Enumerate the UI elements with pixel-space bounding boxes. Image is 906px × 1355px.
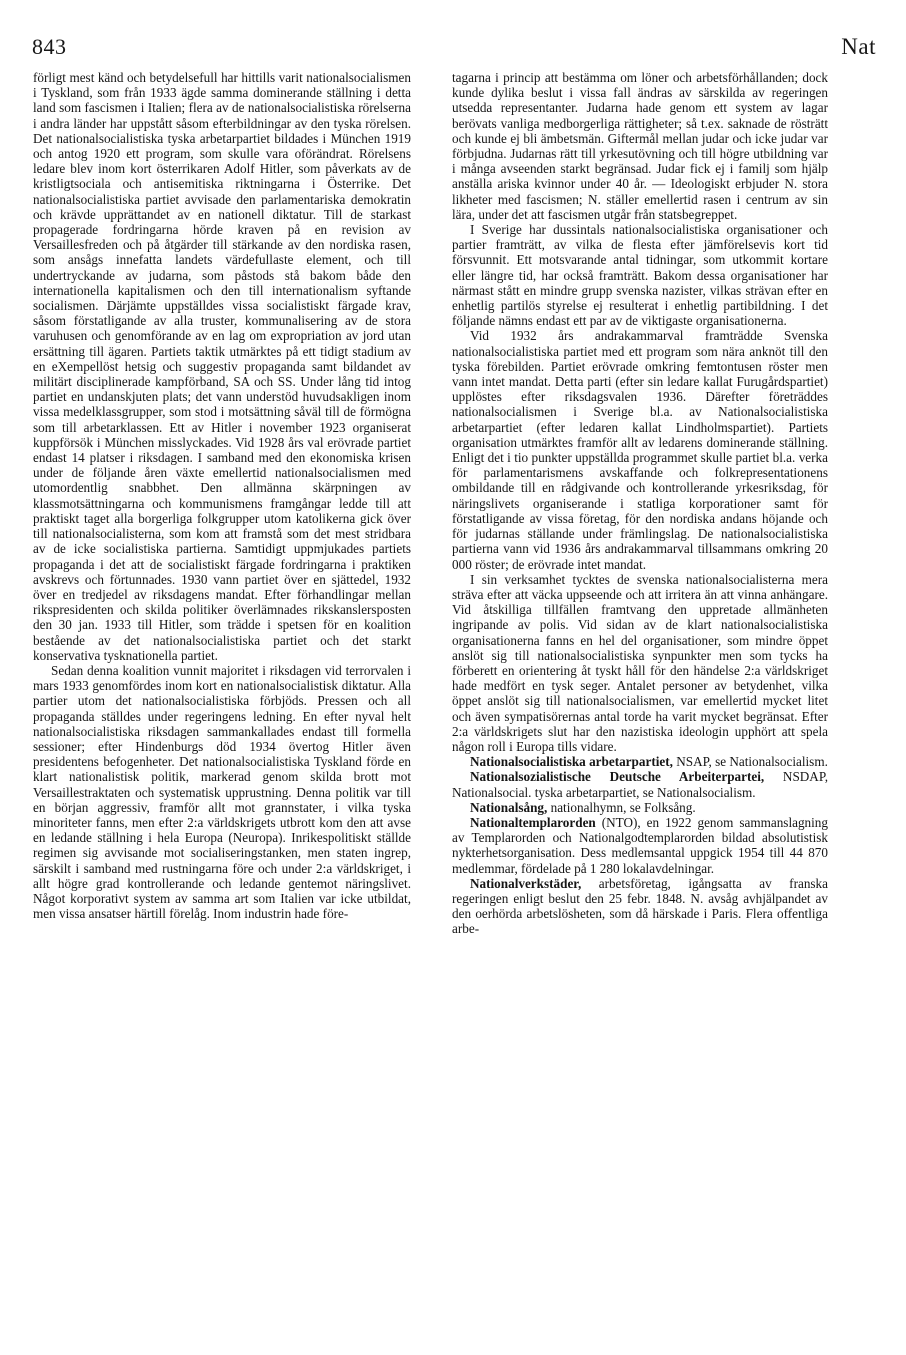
entry-headword: Nationaltemplarorden [470,814,596,830]
dictionary-entry [452,754,828,769]
article-paragraph: Vid 1932 års andrakammarval framträdde Svenska nationalsocialistiska partiet med ett program som nära anknöt till den tyska förebilden. Partiet erövrade omkring femtontusen röster men vann intet mandat. Detta parti (efter sin ledare kallat Furugårdspartiet) upplöstes efter riksdagsvalen 1936. Därefter företräddes nationalsocialismen i Sverige bl.a. av Nationalsocialistiska arbetarpartiet (efter ledaren kallat Lindholmspartiet). Partiets organisation utmärktes framför allt av ledarens dominerande ställning. Enligt det i tio punkter uppställda programmet skulle partiet bl.a. verka för parlamentarismens avskaffande och folkrepresentationens ombildande till en rådgivande och kontrollerande yrkesriksdag, för näringslivets organiserande i statliga korporationer samt för förstatligande av vissa företag, för den nordiska andans höjande och för judarnas ställande under främlingslag. De nationalsocialistiska partierna vann vid 1936 års andrakammarval tillsammans omkring 20 000 röster; de erövrade intet mandat. [452,328,828,572]
page-number: 843 [32,34,67,59]
entry-text: NSAP, se Nationalsocialism. [672,754,828,770]
article-paragraph: tagarna i princip att bestämma om löner och arbetsförhållanden; dock kunde dylika beslut i vissa fall ändras av särskilda av regeringen utsedda representanter. Judarna hade genom ett system av lagar berövats vanliga medborgerliga rättigheter; så t.ex. saknade de rösträtt och kunde ej bli ämbetsmän. Giftermål mellan judar och icke judar var förbjudna. Judarnas rätt till yrkesutövning och till högre utbildning var i många avseenden starkt begränsad. Judar fick ej i familj som hjälp anställa ariska kvinnor under 40 år. — Ideologiskt erbjuder N. stora likheter med fascismen; N. ställer emellertid rasen i centrum av sin lära, under det att fascismen utgår från statsbegreppet. [452,70,828,222]
entry-text: (NTO), en 1922 genom sammanslagning av Templarorden och Nationalgodtemplarorden bildad absolutistisk nykterhetsorganisation. Dess medlemsantal uppgick 1954 till 44 870 medlemmar, fördelade på 1 280 lokalavdelningar. [452,814,828,876]
entry-text: arbetsföretag, igångsatta av franska regeringen enligt beslut den 25 febr. 1848. N. avsåg avhjälpandet av den oerhörda arbetslösheten, som då härskade i Paris. Flera offentliga arbe- [452,875,828,937]
left-column [33,70,411,921]
dictionary-entry [452,800,828,815]
article-paragraph: Sedan denna koalition vunnit majoritet i riksdagen vid terrorvalen i mars 1933 genomfördes inom kort en nationalsocialistisk diktatur. Alla partier utom det nationalsocialistiska förbjöds. Pressen och all propaganda ställdes under regeringens ledning. En efter nyval helt nationalsocialistiska riksdagen sammankallades endast till formella sessioner; efter Hindenburgs död 1934 övertog Hitler även presidentens befogenheter. Det nationalsocialistiska Tyskland förde en klart nationalistisk politik, markerad genom skilda brott mot Versaillestraktaten och systematisk upprustning. Denna politik var till en början aggressiv, framför allt mot grannstater, i vilka tyska minoriteter fanns, men efter 2:a världskrigets utbrott kom den att avse en ledande ställning i hela Europa (Neuropa). Inrikespolitiskt ställde regimen sig avvisande mot socialiseringstanken, men staten ingrep, särskilt i samband med rustningarna före och under 2:a världskriget, i allt högre grad kontrollerande och ledande gentemot näringslivet. Något korporativt system av samma art som Italien var icke utbildat, men vissa ansatser härtill förelåg. Inom industrin hade före- [33,662,411,922]
entry-headword: Nationalsozialistische Deutsche Arbeiterpartei, [470,769,765,785]
entry-headword: Nationalverkstäder, [470,875,582,891]
dictionary-entry [452,876,828,937]
entry-headword: Nationalsång, [470,799,548,815]
article-paragraph: I sin verksamhet tycktes de svenska nationalsocialisterna mera sträva efter att väcka uppseende och att irritera än att vinna anhängare. Vid åtskilliga tillfällen framtvang den uppretade allmänheten ingripande av polis. Vid sidan av de klart nationalsocialistiska organisationerna fanns en hel del organisationer, som mindre öppet anslöt sig till nationalsocialistiska synpunkter men som tycks ha förberett en orientering åt tyskt håll för den händelse 2:a världskriget hade medfört en tysk seger. Antalet personer av betydenhet, vilka öppet anslöt sig till nationalsocialismen, var emellertid mycket litet och även sympatisörernas antal torde ha varit mycket begränsat. Efter 2:a världskrigets slut har den nazistiska ideologin upphört att spela någon roll i Europa tills vidare. [452,571,828,754]
right-column [452,70,828,937]
entry-text: nationalhymn, se Folksång. [547,799,696,815]
article-paragraph: förligt mest känd och betydelsefull har hittills varit nationalsocialismen i Tyskland, som från 1933 ägde samma dominerande ställning i detta land som fascismen i Italien; flera av de nationalsocialistiska rörelserna i andra länder har uppstått såsom efterbildningar av den tyska rörelsen. Det nationalsocialistiska tyska arbetarpartiet bildades i München 1919 och antog 1920 ett program, som skulle vara oförändrat. Rörelsens ledare blev inom kort österrikaren Adolf Hitler, som påverkats av de kristligtsociala och antisemitiska riktningarna i Österrike. Det nationalsocialistiska partiet avvisade den parlamentariska demokratin och krävde upprättandet av en nationell diktatur. Till de starkast propagerade fordringarna hörde kraven på en revision av Versaillesfreden och på åtgärder till stärkande av den nordiska rasen, som ansågs innefatta landets värdefullaste element, och till undertryckande av judarna, som påstods stå bakom både den internationella kapitalismen och den till internationalism syftande socialismen. Därjämte uppställdes vissa socialistiskt färgade krav, såsom förstatligande av alla truster, kommunalisering av de stora varuhusen och genomförande av en lag om expropriation av jord utan ersättning till ägaren. Partiets taktik utmärktes på ett tidigt stadium av en eXempellöst hetsig och suggestiv propaganda samt bildandet av militärt disciplinerade kampförband, SA och SS. Under lång tid intog partiet en undanskjuten plats; det vann understöd huvudsakligen inom vissa medelklassgrupper, som stod i motsättning såväl till de förmögna som till arbetarklassen. Ett av Hitler i november 1923 organiserat kuppförsök i München misslyckades. Vid 1928 års val erövrade partiet endast 14 platser i riksdagen. I samband med den ekonomiska krisen under de följande åren växte emellertid nationalsocialismen med utomordentlig snabbhet. Den allmänna skärpningen av klassmotsättningarna och kommunismens framgångar ledde till att praktiskt taget alla borgerliga folkgrupper utom katolikerna gick över till nationalsocialisterna, som kom att framstå som det mest stridbara av de icke socialistiska partierna. Samtidigt uppmjukades partiets propaganda i det att de socialistiskt färgade fordringarna i praktiken avskrevs och förtunnades. 1930 vann partiet över en sjättedel, 1932 över en tredjedel av riksdagens mandat. Efter förhandlingar mellan rikspresidenten och skilda politiker överlämnades rikskanslersposten den 30 jan. 1933 till Hitler, som trädde i spetsen för en koalition bestående av det nationalsocialistiska partiet och det starkt konservativa tysknationella partiet. [33,70,411,663]
dictionary-entry [452,815,828,876]
entry-headword: Nationalsocialistiska arbetarpartiet, [470,754,673,770]
dictionary-entry [452,769,828,799]
entry-text: NSDAP, Nationalsocial. tyska arbetarpartiet, se Nationalsocialism. [452,769,829,800]
running-head: Nat [841,34,876,59]
article-paragraph: I Sverige har dussintals nationalsocialistiska organisationer och partier framträtt, av vilka de flesta efter jämförelsevis kort tid försvunnit. Ett motsvarande antal tidningar, som utkommit kortare eller längre tid, har också framträtt. Bakom dessa organisationer har närmast stått en mindre grupp svenska nazister, vilkas strävan efter en enhetlig partilös styrelse ej resulterat i enhetlig partibildning. I det följande nämns endast ett par av de viktigaste organisationerna. [452,222,828,329]
